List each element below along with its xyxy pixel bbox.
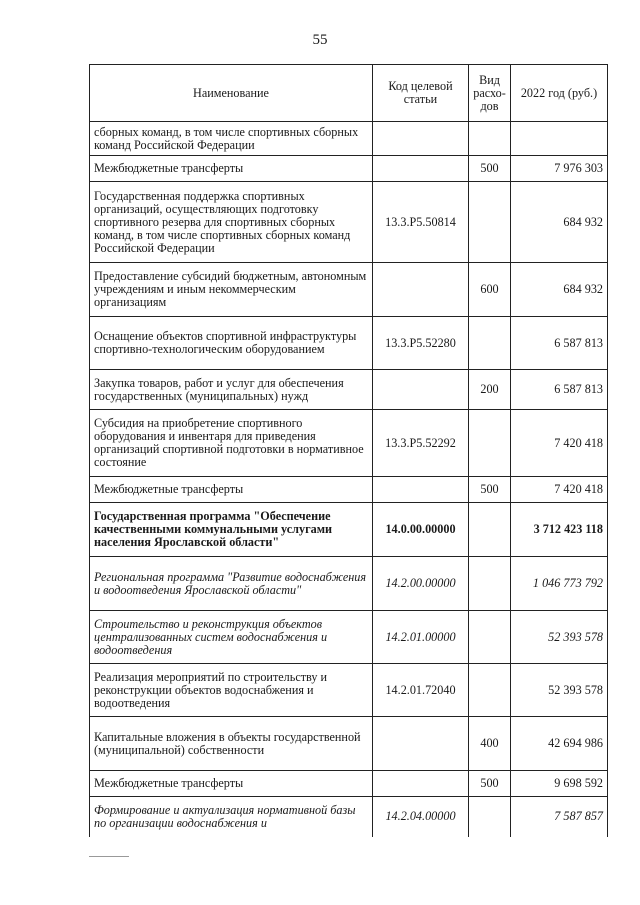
sum-cell: 6 587 813 xyxy=(511,317,608,370)
sum-cell: 52 393 578 xyxy=(511,664,608,717)
table-row xyxy=(90,717,608,771)
vid-cell xyxy=(469,122,511,156)
table-body xyxy=(90,122,608,837)
vid-cell xyxy=(469,317,511,370)
code-cell: 13.3.Р5.50814 xyxy=(373,182,469,263)
table-row xyxy=(90,477,608,503)
code-cell: 13.3.Р5.52280 xyxy=(373,317,469,370)
vid-cell xyxy=(469,410,511,477)
name-cell: Предоставление субсидий бюджетным, автономным учреждениям и иным некоммерческим организациям xyxy=(90,263,373,317)
name-cell: Межбюджетные трансферты xyxy=(90,477,373,503)
sum-cell: 684 932 xyxy=(511,263,608,317)
code-cell xyxy=(373,263,469,317)
name-cell: Субсидия на приобретение спортивного оборудования и инвентаря для приведения организаций спортивной подготовки в нормативное состояние xyxy=(90,410,373,477)
name-cell: Оснащение объектов спортивной инфраструктуры спортивно-технологическим оборудованием xyxy=(90,317,373,370)
footer-divider xyxy=(89,856,129,857)
sum-cell xyxy=(511,122,608,156)
code-cell xyxy=(373,370,469,410)
vid-cell xyxy=(469,557,511,611)
table-row xyxy=(90,503,608,557)
name-cell: Реализация мероприятий по строительству и реконструкции объектов водоснабжения и водоотведения xyxy=(90,664,373,717)
sum-cell: 7 587 857 xyxy=(511,797,608,837)
name-cell: Формирование и актуализация нормативной базы по организации водоснабжения и xyxy=(90,797,373,837)
vid-cell: 200 xyxy=(469,370,511,410)
name-cell: сборных команд, в том числе спортивных сборных команд Российской Федерации xyxy=(90,122,373,156)
code-cell xyxy=(373,771,469,797)
table-row xyxy=(90,182,608,263)
code-cell: 14.0.00.00000 xyxy=(373,503,469,557)
sum-cell: 7 420 418 xyxy=(511,410,608,477)
code-cell: 14.2.01.00000 xyxy=(373,611,469,664)
vid-cell xyxy=(469,182,511,263)
table-row xyxy=(90,156,608,182)
table-row xyxy=(90,410,608,477)
code-cell xyxy=(373,122,469,156)
page-number: 55 xyxy=(312,32,328,48)
name-cell: Региональная программа "Развитие водоснабжения и водоотведения Ярославской области" xyxy=(90,557,373,611)
header-name: Наименование xyxy=(90,65,373,122)
vid-cell: 500 xyxy=(469,156,511,182)
header-code: Код целевой статьи xyxy=(373,65,469,122)
sum-cell: 3 712 423 118 xyxy=(511,503,608,557)
vid-cell: 600 xyxy=(469,263,511,317)
table-row xyxy=(90,263,608,317)
table-header-row xyxy=(90,65,608,122)
sum-cell: 7 976 303 xyxy=(511,156,608,182)
vid-cell: 500 xyxy=(469,477,511,503)
vid-cell xyxy=(469,664,511,717)
table-row xyxy=(90,611,608,664)
code-cell xyxy=(373,717,469,771)
table-row xyxy=(90,317,608,370)
vid-cell xyxy=(469,797,511,837)
table-row xyxy=(90,797,608,837)
sum-cell: 684 932 xyxy=(511,182,608,263)
header-sum: 2022 год (руб.) xyxy=(511,65,608,122)
name-cell: Строительство и реконструкция объектов централизованных систем водоснабжения и водоотведения xyxy=(90,611,373,664)
table-row xyxy=(90,771,608,797)
name-cell: Государственная поддержка спортивных организаций, осуществляющих подготовку спортивного резерва для спортивных сборных команд, в том числе спортивных сборных команд Российской Федерации xyxy=(90,182,373,263)
table-row xyxy=(90,557,608,611)
sum-cell: 42 694 986 xyxy=(511,717,608,771)
code-cell: 14.2.01.72040 xyxy=(373,664,469,717)
table-row xyxy=(90,664,608,717)
name-cell: Межбюджетные трансферты xyxy=(90,771,373,797)
code-cell: 14.2.04.00000 xyxy=(373,797,469,837)
sum-cell: 7 420 418 xyxy=(511,477,608,503)
sum-cell: 1 046 773 792 xyxy=(511,557,608,611)
table-row xyxy=(90,122,608,156)
vid-cell xyxy=(469,503,511,557)
code-cell xyxy=(373,477,469,503)
code-cell: 14.2.00.00000 xyxy=(373,557,469,611)
sum-cell: 52 393 578 xyxy=(511,611,608,664)
name-cell: Межбюджетные трансферты xyxy=(90,156,373,182)
table-row xyxy=(90,370,608,410)
sum-cell: 9 698 592 xyxy=(511,771,608,797)
vid-cell: 500 xyxy=(469,771,511,797)
code-cell: 13.3.Р5.52292 xyxy=(373,410,469,477)
budget-table xyxy=(89,64,608,837)
code-cell xyxy=(373,156,469,182)
name-cell: Закупка товаров, работ и услуг для обеспечения государственных (муниципальных) нужд xyxy=(90,370,373,410)
name-cell: Капитальные вложения в объекты государственной (муниципальной) собственности xyxy=(90,717,373,771)
header-vid: Вид расхо-дов xyxy=(469,65,511,122)
name-cell: Государственная программа "Обеспечение качественными коммунальными услугами населения Ярославской области" xyxy=(90,503,373,557)
sum-cell: 6 587 813 xyxy=(511,370,608,410)
vid-cell xyxy=(469,611,511,664)
vid-cell: 400 xyxy=(469,717,511,771)
